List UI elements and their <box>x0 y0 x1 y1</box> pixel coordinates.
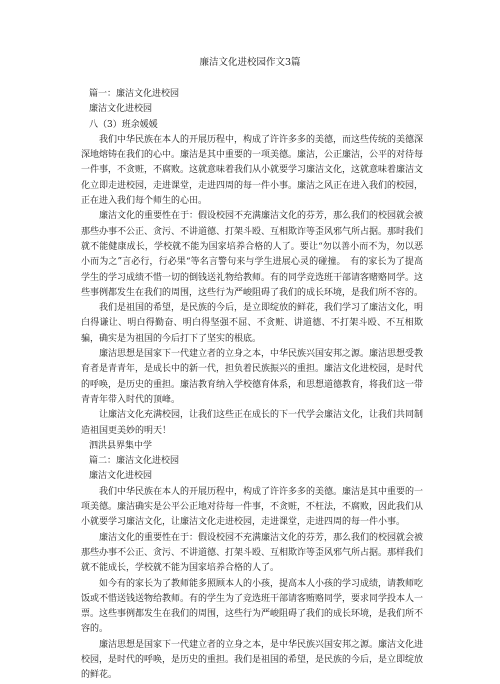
paragraph: 泗洪县界集中学 <box>89 440 153 451</box>
paragraph: 我们是祖国的希望，是民族的今后，是立即绽放的鲜花，我们学习了廉洁文化，明白得谦让、明白得勤奋、明白得坚强不屈、不贪赃、讲道德、不打架斗殴、不互相欺骗，确实是为祖国的今后打下了坚实的根底。 <box>81 303 424 344</box>
paragraph: 如今有的家长为了教师能多照顾本人的小孩，提高本人小孩的学习成绩，请教师吃饭或不惜送钱送物给教师。有的学生为了竞选班干部请客贿赂同学，要求同学投本人一票。这些事例都发生在我们的周围，这些行为严峻阻碍了我们的成长环境，是我们所不容的。 <box>81 578 424 635</box>
paragraph: 廉洁思想是国家下一代建立者的立身之本，中华民族兴国安邦之源。廉洁思想受教育者是青青年，是成长中的新一代，担负着民族振兴的重担。廉洁文化进校园，是时代的呼唤，是历史的重担。廉洁教育纳入学校德育体系，和思想道德教育，将我们这一带青青年带入时代的顶峰。 <box>81 349 424 405</box>
paragraph: 廉洁文化进校园 <box>89 471 153 482</box>
paragraph: 廉洁文化进校园 <box>89 104 153 115</box>
paragraph: 我们中华民族在本人的开展历程中，构成了许许多多的美德，而这些传统的美德深深地熔铸在我们的心中。廉洁是其中重要的一项美德。廉洁，公正廉洁，公平的对待每一件事，不贪赃，不腐败。这就意味着我们从小就要学习廉洁文化，这就意味着廉洁文化立即走进校园，走进课堂，走进四周的每一件小事。廉洁之风正在进入我们的校园，正在进入我们每个师生的心田。 <box>81 134 424 207</box>
paragraph: 篇二：廉洁文化进校园 <box>89 456 180 467</box>
paragraph: 廉洁文化的重要性在于：假设校园不充满廉洁文化的芬芳，那么我们的校园就会被那些办事不公正、贪污、不讲道德、打架斗殴、互相欺诈等歪风邪气所占据。那样我们就不能成长，学校就不能为国家培养合格的人了。 <box>81 532 424 574</box>
paragraph: 让廉洁文化充满校园，让我们这些正在成长的下一代学会廉洁文化，让我们共同制造祖国更美妙的明天！ <box>81 410 424 436</box>
paragraph: 八（3）班余媛媛 <box>89 119 158 130</box>
document-title: 廉洁文化进校园作文3篇 <box>199 57 301 68</box>
paragraph: 篇一：廉洁文化进校园 <box>89 89 180 99</box>
document-body <box>81 87 423 684</box>
paragraph: 廉洁思想是国家下一代建立者的立身之本，是中华民族兴国安邦之源。廉洁文化进校园，是时代的呼唤，是历史的重担。我们是祖国的希望，是民族的今后，是立即绽放的鲜花。 <box>81 639 424 681</box>
paragraph: 廉洁文化的重要性在于：假设校园不充满廉洁文化的芬芳，那么我们的校园就会被那些办事不公正、贪污、不讲道德、打架斗殴、互相欺诈等歪风邪气所占据。那时我们就不能健康成长，学校就不能为国家培养合格的人了。要让“勿以善小而不为，勿以恶小而为之”言必行，行必果“等名言警句来与学生进展心灵的碰撞。 有的家长为了提高学生的学习成绩不惜一切的倒钱送礼物给教师。有的同学竞选班干部请客赌赂同学。这些事例都发生在我们的周围，这些行为严峻阻碍了我们的成长环境，是我们所不容的。 <box>81 211 424 298</box>
paragraph: 我们中华民族在本人的开展历程中，构成了许许多多的美德。廉洁是其中重要的一项美德。廉洁确实是公平公正地对待每一件事，不贪赃，不枉法，不腐败，因此我们从小就要学习廉洁文化，让廉洁文化走进校园，走进课堂，走进四周的每一件小事。 <box>81 486 424 528</box>
